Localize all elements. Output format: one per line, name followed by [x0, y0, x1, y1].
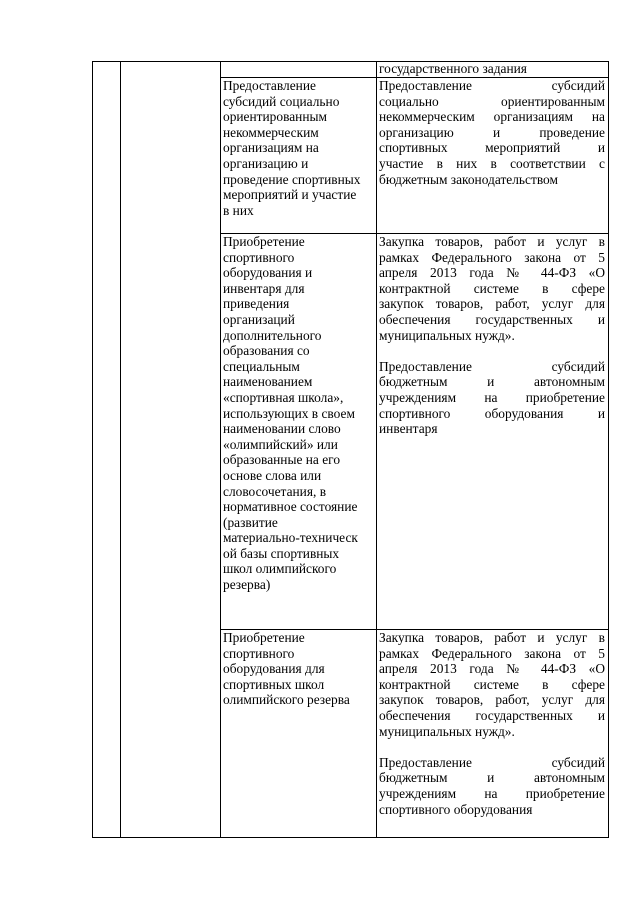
mechanism-line: рамках Федерального закона от 5 — [379, 249, 605, 265]
mechanism-line: контрактной системе в сфере — [379, 280, 605, 296]
activity-line: приведения — [223, 296, 290, 312]
mechanism-line: бюджетным и автономным — [379, 374, 605, 390]
activity-line: «спортивная школа», — [223, 389, 344, 405]
table-row-2-mechanism — [379, 234, 605, 437]
table-row-1-mechanism — [379, 78, 605, 187]
table-row-3-activity — [223, 630, 375, 708]
activity-line: основе слова или — [223, 467, 322, 483]
activity-line: использующих в своем — [223, 405, 355, 421]
column-divider-2 — [220, 61, 221, 838]
mechanism-line: закупок товаров, работ, услуг для — [379, 692, 605, 708]
activity-line: дополнительного — [223, 327, 322, 343]
column-divider-1 — [120, 61, 121, 838]
activity-line: «олимпийский» или — [223, 436, 338, 452]
activity-line: олимпийского резерва — [223, 692, 350, 708]
table-row-2-activity — [223, 234, 375, 593]
activity-line: в них — [223, 202, 254, 218]
activity-line: спортивных школ — [223, 676, 325, 692]
activity-line: (развитие — [223, 514, 278, 530]
mechanism-line: обеспечения государственных и — [379, 311, 605, 327]
activity-line: специальным — [223, 358, 300, 374]
activity-line: школ олимпийского — [223, 561, 337, 577]
activity-line: проведение спортивных — [223, 171, 361, 187]
mechanism-line: апреля 2013 года № 44-ФЗ «О — [379, 661, 605, 677]
mechanism-line: социально ориентированным — [379, 93, 605, 109]
mechanism-line: Закупка товаров, работ и услуг в — [379, 234, 605, 249]
activity-line: резерва) — [223, 577, 271, 593]
mechanism-line: бюджетным и автономным — [379, 770, 605, 786]
mechanism-line: государственного задания — [379, 61, 527, 76]
mechanism-line: муниципальных нужд». — [379, 327, 515, 343]
activity-line: организаций — [223, 311, 295, 327]
mechanism-line: организацию и проведение — [379, 124, 605, 140]
mechanism-line: закупок товаров, работ, услуг для — [379, 296, 605, 312]
activity-line: Приобретение — [223, 630, 305, 645]
activity-line: организациям на — [223, 140, 319, 156]
mechanism-line: спортивных мероприятий и — [379, 140, 605, 156]
mechanism-line: некоммерческим организациям на — [379, 109, 605, 125]
activity-line: ой базы спортивных — [223, 545, 340, 561]
mechanism-line: Закупка товаров, работ и услуг в — [379, 630, 605, 645]
mechanism-line: Предоставление субсидий — [379, 754, 605, 770]
table-border-left — [92, 61, 93, 838]
table-row-3-mechanism — [379, 630, 605, 817]
activity-line: образованные на его — [223, 452, 341, 468]
mechanism-line: участие в них в соответствии с — [379, 155, 605, 171]
table-row-0-mechanism — [379, 61, 605, 77]
mechanism-line: спортивного оборудования — [379, 801, 533, 817]
mechanism-line: контрактной системе в сфере — [379, 676, 605, 692]
activity-line: наименованием — [223, 374, 313, 390]
activity-line: Приобретение — [223, 234, 305, 249]
activity-line: спортивного — [223, 645, 295, 661]
activity-line: ориентированным — [223, 109, 327, 125]
table-border-bottom — [92, 837, 609, 838]
mechanism-line: Предоставление субсидий — [379, 358, 605, 374]
paragraph-gap — [379, 739, 605, 755]
mechanism-line: инвентаря — [379, 421, 438, 437]
mechanism-line: бюджетным законодательством — [379, 171, 558, 187]
activity-line: инвентаря для — [223, 280, 305, 296]
paragraph-gap — [379, 343, 605, 359]
activity-line: субсидий социально — [223, 93, 340, 109]
activity-line: нормативное состояние — [223, 499, 358, 515]
mechanism-line: апреля 2013 года № 44-ФЗ «О — [379, 265, 605, 281]
activity-line: образования со — [223, 343, 310, 359]
table-border-right — [608, 61, 609, 838]
column-divider-3 — [376, 61, 377, 838]
activity-line: мероприятий и участие — [223, 187, 357, 203]
activity-line: словосочетания, в — [223, 483, 327, 499]
activity-line: оборудования и — [223, 265, 313, 281]
activity-line: организацию и — [223, 155, 309, 171]
mechanism-line: Предоставление субсидий — [379, 78, 605, 93]
activity-line: оборудования для — [223, 661, 325, 677]
activity-line: некоммерческим — [223, 124, 319, 140]
table-row-1-activity — [223, 78, 375, 218]
activity-line: спортивного — [223, 249, 295, 265]
mechanism-line: учреждениям на приобретение — [379, 785, 605, 801]
activity-line: материально-техническ — [223, 530, 358, 546]
mechanism-line: рамках Федерального закона от 5 — [379, 645, 605, 661]
activity-line: наименовании слово — [223, 421, 341, 437]
mechanism-line: обеспечения государственных и — [379, 707, 605, 723]
mechanism-line: спортивного оборудования и — [379, 405, 605, 421]
mechanism-line: муниципальных нужд». — [379, 723, 515, 739]
activity-line: Предоставление — [223, 78, 316, 93]
mechanism-line: учреждениям на приобретение — [379, 389, 605, 405]
